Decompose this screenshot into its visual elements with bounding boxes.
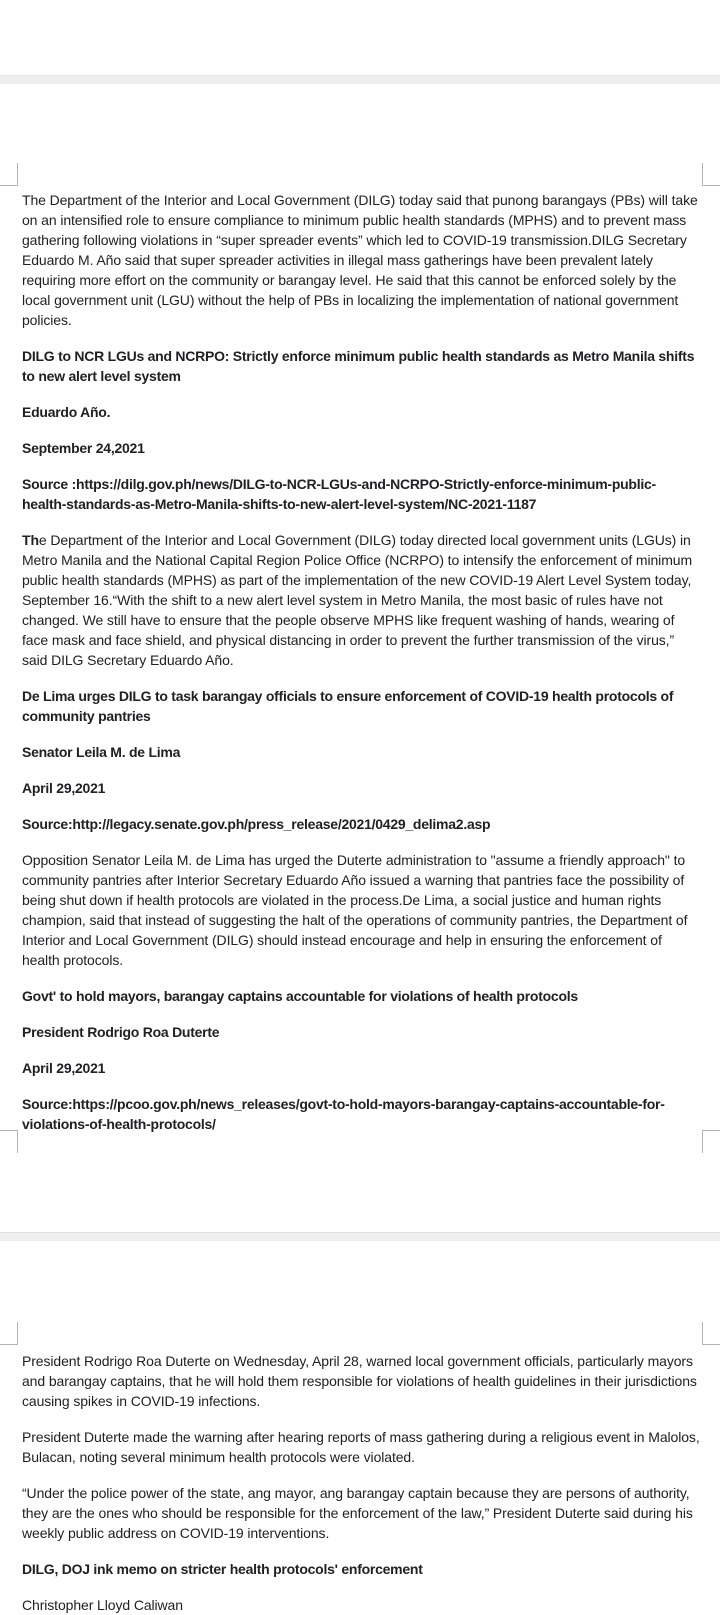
article-date[interactable]: April 29,2021 xyxy=(22,1060,106,1076)
page-gap-divider xyxy=(0,75,720,84)
page-corner-mark-bottom-right xyxy=(702,1130,720,1153)
body-paragraph[interactable] xyxy=(22,530,700,670)
article-heading[interactable]: Govt' to hold mayors, barangay captains accountable for violations of health protocols xyxy=(22,988,578,1004)
page-corner-mark-top-left xyxy=(0,163,18,186)
body-paragraph[interactable]: President Rodrigo Roa Duterte on Wednesday, April 28, warned local government officials, particularly mayors and barangay captains, that he will hold them responsible for violations of health guidelines in their jurisdictions causing spikes in COVID-19 infections. xyxy=(22,1353,697,1409)
article-source-link[interactable]: Source:http://legacy.senate.gov.ph/press_release/2021/0429_delima2.asp xyxy=(22,816,491,832)
body-paragraph[interactable]: President Duterte made the warning after hearing reports of mass gathering during a religious event in Malolos, Bulacan, noting several minimum health protocols were violated. xyxy=(22,1429,700,1465)
page-gap-divider xyxy=(0,1232,720,1241)
article-byline[interactable]: Christopher Lloyd Caliwan xyxy=(22,1597,183,1613)
body-paragraph[interactable]: The Department of the Interior and Local Government (DILG) today said that punong barangays (PBs) will take on an intensified role to ensure compliance to minimum public health standards (MPHS) and to prevent mass gathering following violations in “super spreader events” which led to COVID-19 transmission.DILG Secretary Eduardo M. Año said that super spreader activities in illegal mass gatherings have been prevalent lately requiring more effort on the community or barangay level. He said that this cannot be enforced solely by the local government unit (LGU) without the help of PBs in localizing the implementation of national government policies. xyxy=(22,192,698,328)
page-content xyxy=(22,190,700,1134)
page-corner-mark-top-right xyxy=(702,163,720,186)
paragraph-bold-lead: Th xyxy=(22,532,39,548)
article-date[interactable]: September 24,2021 xyxy=(22,440,145,456)
paragraph-text: e Department of the Interior and Local Government (DILG) today directed local government units (LGUs) in Metro Manila and the National Capital Region Police Office (NCRPO) to intensify the enforcement of minimum public health standards (MPHS) as part of the implementation of the new COVID-19 Alert Level System today, September 16.“With the shift to a new alert level system in Metro Manila, the most basic of rules have not changed. We still have to ensure that the people observe MPHS like frequent washing of hands, wearing of face mask and face shield, and physical distancing in order to prevent the further transmission of the virus,” said DILG Secretary Eduardo Año. xyxy=(22,532,693,668)
document-page-1[interactable] xyxy=(0,84,720,1232)
body-paragraph[interactable]: “Under the police power of the state, ang mayor, ang barangay captain because they are persons of authority, they are the ones who should be responsible for the enforcement of the law,” President Duterte said during his weekly public address on COVID-19 interventions. xyxy=(22,1485,693,1541)
article-source-link[interactable]: Source:https://pcoo.gov.ph/news_releases/govt-to-hold-mayors-barangay-captains-accountable-for-violations-of-health-protocols/ xyxy=(22,1096,665,1132)
document-page-2[interactable] xyxy=(0,1241,720,1613)
article-byline[interactable]: Senator Leila M. de Lima xyxy=(22,744,181,760)
page-corner-mark-top-left xyxy=(0,1322,18,1345)
previous-page-bottom-sliver xyxy=(0,0,720,75)
body-paragraph[interactable]: Opposition Senator Leila M. de Lima has urged the Duterte administration to "assume a friendly approach" to community pantries after Interior Secretary Eduardo Año issued a warning that pantries face the possibility of being shut down if health protocols are violated in the process.De Lima, a social justice and human rights champion, said that instead of suggesting the halt of the operations of community pantries, the Department of Interior and Local Government (DILG) should instead encourage and help in ensuring the enforcement of health protocols. xyxy=(22,852,688,968)
article-byline[interactable]: Eduardo Año. xyxy=(22,404,111,420)
article-date[interactable]: April 29,2021 xyxy=(22,780,106,796)
page-corner-mark-top-right xyxy=(702,1322,720,1345)
article-heading[interactable]: DILG to NCR LGUs and NCRPO: Strictly enforce minimum public health standards as Metro Manila shifts to new alert level system xyxy=(22,348,695,384)
article-source-link[interactable]: Source :https://dilg.gov.ph/news/DILG-to-NCR-LGUs-and-NCRPO-Strictly-enforce-minimum-public-health-standards-as-Metro-Manila-shifts-to-new-alert-level-system/NC-2021-1187 xyxy=(22,476,656,512)
article-heading[interactable]: DILG, DOJ ink memo on stricter health protocols' enforcement xyxy=(22,1561,423,1577)
article-byline[interactable]: President Rodrigo Roa Duterte xyxy=(22,1024,220,1040)
page-content xyxy=(22,1351,700,1615)
article-heading[interactable]: De Lima urges DILG to task barangay officials to ensure enforcement of COVID-19 health protocols of community pantries xyxy=(22,688,674,724)
page-corner-mark-bottom-left xyxy=(0,1130,18,1153)
